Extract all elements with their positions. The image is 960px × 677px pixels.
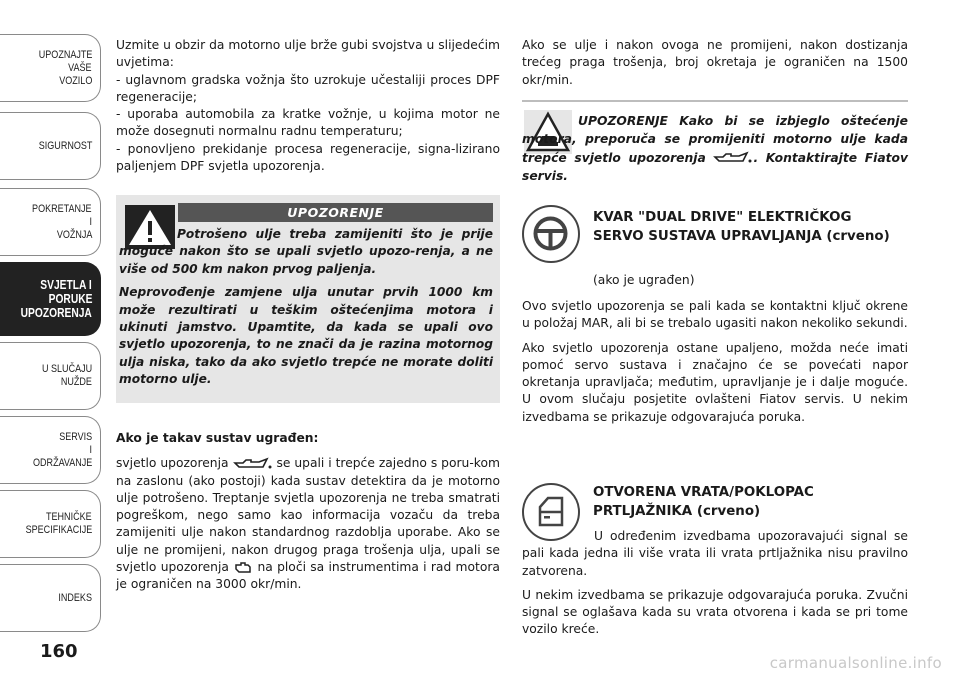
tab-indeks[interactable]: INDEKS <box>0 564 101 632</box>
paragraph: U određenim izvedbama upozoravajući signal se pali kada jedna ili više vrata ili vrata prtljažnika nisu pravilno zatvorena. <box>522 529 908 578</box>
warning-paragraph: Neprovođenje zamjene ulja unutar prvih 1000 km može rezultirati u teškim oštećenjima motora i ukinuti jamstvo. Upamtite, da kada se upali ovo svjetlo upozorenja, to ne znači da je razina motornog ulja niska, tako da ako svjetlo trepće ne morate doliti motorno ulje. <box>119 285 493 387</box>
warning-paragraph: UPOZORENJE Kako bi se izbjeglo oštećenje motora, preporuča se promijeniti motorno ulje kada trepće svjetlo upozorenja . Kontaktirajte Fiatov servis. <box>522 114 908 183</box>
tab-servis[interactable]: SERVIS I ODRŽAVANJE <box>0 416 101 484</box>
engine-icon <box>233 561 253 575</box>
subheading: Ako je takav sustav ugrađen: <box>116 431 319 445</box>
warning-text <box>119 226 493 395</box>
list-item: - ponovljeno prekidanje procesa regeneracije, signa-lizirano paljenjem DPF svjetla upozorenja. <box>116 141 500 174</box>
list-item: - uglavnom gradska vožnja što uzrokuje učestaliji proces DPF regeneracije; <box>116 72 500 104</box>
warning-header: UPOZORENJE <box>178 203 493 222</box>
section-body-open-door <box>522 528 908 639</box>
section-note: (ako je ugrađen) <box>593 273 695 287</box>
left-lower <box>116 430 500 594</box>
right-warning <box>522 112 908 185</box>
section-title-dual-drive: KVAR "DUAL DRIVE" ELEKTRIČKOG SERVO SUSTAVA UPRAVLJANJA (crveno) <box>593 210 890 244</box>
watermark: carmanualsonline.info <box>769 654 942 672</box>
paragraph: Ako se ulje i nakon ovoga ne promijeni, nakon dostizanja trećeg praga trošenja, broj okretaja je ograničen na 1500 okr/min. <box>522 38 908 87</box>
tab-svjetla-poruke[interactable]: SVJETLA I PORUKE UPOZORENJA <box>0 262 101 336</box>
tab-u-slucaju-nuzde[interactable]: U SLUČAJU NUŽDE <box>0 342 101 410</box>
paragraph: U nekim izvedbama se prikazuje odgovarajuća poruka. Zvučni signal se oglašava kada su vrata otvorena i kada se pri tome vozilo kreće. <box>522 587 908 637</box>
warning-box <box>116 195 500 403</box>
section-body-dual-drive <box>522 298 908 426</box>
tab-sigurnost[interactable]: SIGURNOST <box>0 112 101 180</box>
paragraph: svjetlo upozorenja se upali i trepće zajedno s poru-kom na zaslonu (ako postoji) kada sustav detektira da je motorno ulje potrošeno. Treptanje svjetla upozorenja ne treba smatrati pogreškom, nego samo kao informacija vozaču da treba zamijeniti ulje nakon standardnog razdoblja uporabe. Ako se ulje ne promijeni, nakon drugog praga trošenja ulja, upali se svjetlo upozorenja na ploči sa instrumentima i rad motora je ograničen na 3000 okr/min. <box>116 456 500 592</box>
warning-paragraph: Potrošeno ulje treba zamijeniti što je prije moguće nakon što se upali svjetlo upozo-renja, a ne više od 500 km nakon prvog paljenja. <box>119 227 493 276</box>
right-column <box>522 37 908 89</box>
tab-upoznajte[interactable]: UPOZNAJTE VAŠE VOZILO <box>0 34 101 102</box>
paragraph: Ako svjetlo upozorenja ostane upaljeno, možda neće imati pomoć servo sustava i značajno će se povećati napor okretanja upravljača; međutim, upravljanje je i dalje moguće. U ovom slučaju posjetite ovlašteni Fiatov servis. U nekim izvedbama se prikazuje odgovarajuća poruka. <box>522 340 908 424</box>
divider <box>522 100 908 102</box>
paragraph: Ovo svjetlo upozorenja se pali kada se kontaktni ključ okrene u položaj MAR, ali bi se trebalo ugasiti nakon nekoliko sekundi. <box>522 299 908 331</box>
tab-pokretanje[interactable]: POKRETANJE I VOŽNJA <box>0 188 101 256</box>
tab-tehnicke[interactable]: TEHNIČKE SPECIFIKACIJE <box>0 490 101 558</box>
section-title-open-door: OTVORENA VRATA/POKLOPAC PRTLJAŽNIKA (crveno) <box>593 485 814 519</box>
oil-can-icon <box>713 151 753 165</box>
oil-can-icon <box>233 457 273 471</box>
left-column <box>116 37 500 175</box>
steering-wheel-icon <box>522 205 580 263</box>
paragraph: Uzmite u obzir da motorno ulje brže gubi svojstva u slijedećim uvjetima: <box>116 38 500 70</box>
page-number: 160 <box>40 641 78 662</box>
list-item: - uporaba automobila za kratke vožnje, u kojima motor ne može dosegnuti normalnu radnu temperaturu; <box>116 107 500 139</box>
